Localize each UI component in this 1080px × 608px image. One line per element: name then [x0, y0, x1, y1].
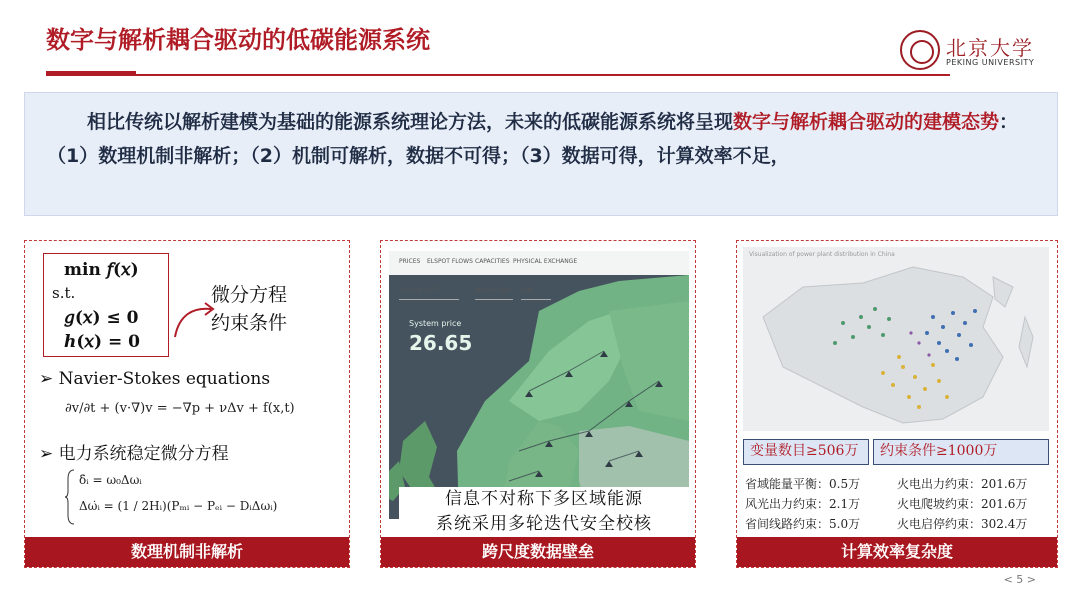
map-description-line-1: 信息不对称下多区域能源	[445, 489, 643, 509]
title-divider-accent	[46, 71, 136, 76]
tab-prices[interactable]: PRICES	[399, 258, 421, 265]
constraint-right-1: 火电出力约束：201.6万	[897, 477, 1028, 491]
date-select[interactable]: 21 JUNE 2017	[399, 287, 459, 300]
constraint-right-2: 火电爬坡约束：201.6万	[897, 497, 1028, 511]
objective-equation: min 𝑓(𝑥)	[64, 260, 139, 280]
note-line-2: 约束条件	[211, 312, 288, 334]
bullet-power-stability	[39, 439, 229, 464]
title-divider	[46, 74, 950, 76]
page-number: < 5 >	[1003, 573, 1036, 586]
panel-caption: 数理机制非解析	[25, 537, 349, 567]
optimization-model-box	[43, 253, 169, 357]
navier-stokes-formula: ∂v/∂t + (v·∇)v = −∇p + νΔv + f(x,t)	[65, 401, 295, 416]
swing-equation-1: δ̇ᵢ = ω₀Δωᵢ	[79, 473, 142, 487]
panel-computation-complexity	[736, 240, 1058, 568]
summary-highlight: 数字与解析耦合驱动的建模态势	[733, 111, 1000, 133]
bullet-arrow-icon: ➢	[39, 444, 59, 464]
tab-capacities[interactable]: CAPACITIES	[475, 258, 510, 265]
left-brace-icon	[65, 469, 75, 525]
inequality-constraint: 𝑔(𝑥) ≤ 0	[64, 308, 139, 328]
variable-count-badge: 变量数目≥506万	[743, 439, 869, 465]
summary-text	[47, 105, 1043, 173]
subject-to-label: s.t.	[52, 284, 76, 302]
stat-row	[743, 439, 1049, 465]
summary-box	[24, 92, 1058, 216]
summary-part2: ：（1）数理机制非解析；（2）机制可解析，数据不可得；（3）数据可得，计算效率不足，	[47, 111, 1019, 167]
map-toolbar	[389, 251, 689, 275]
equality-constraint: ℎ(𝑥) = 0	[64, 332, 140, 352]
panel-caption: 跨尺度数据壁垒	[381, 537, 695, 567]
system-price-value: 26.65	[409, 331, 473, 355]
university-name: 北京大学	[946, 36, 1034, 60]
page-title: 数字与解析耦合驱动的低碳能源系统	[46, 26, 430, 54]
constraint-left-2: 风光出力约束：2.1万	[745, 497, 861, 511]
university-logo	[900, 30, 1040, 74]
tab-physical-exchange[interactable]: PHYSICAL EXCHANGE	[513, 258, 578, 265]
constraint-left-3: 省间线路约束：5.0万	[745, 517, 861, 531]
period-select[interactable]: WHOLE DAY	[475, 287, 513, 300]
tab-elspot-flows[interactable]: ELSPOT FLOWS	[427, 258, 473, 265]
system-price-label: System price	[409, 319, 462, 328]
constraint-right-3: 火电启停约束：302.4万	[897, 517, 1028, 531]
note-line-1: 微分方程	[211, 284, 288, 306]
bullet-arrow-icon: ➢	[39, 369, 59, 389]
bullet-power-stability-label: 电力系统稳定微分方程	[58, 444, 229, 464]
nordic-power-market-map	[389, 251, 689, 519]
university-seal-icon	[900, 30, 940, 70]
map-heading: Visualization of power plant distribution in China	[749, 251, 895, 258]
swing-equation-2: Δω̇ᵢ = (1 / 2Hᵢ)(Pₘᵢ − Pₑᵢ − DᵢΔωᵢ)	[79, 499, 278, 513]
bullet-navier-stokes-label: Navier-Stokes equations	[58, 369, 271, 389]
china-map-graphic	[743, 247, 1049, 431]
panel-caption: 计算效率复杂度	[737, 537, 1057, 567]
bullet-navier-stokes	[39, 369, 270, 389]
constraint-note	[211, 281, 287, 337]
panel-nonanalytic-mechanism	[24, 240, 350, 568]
university-name-english: PEKING UNIVERSITY	[946, 58, 1035, 67]
summary-part1: 相比传统以解析建模为基础的能源系统理论方法，未来的低碳能源系统将呈现	[87, 111, 734, 133]
panel-cross-scale-data	[380, 240, 696, 568]
map-description	[399, 487, 689, 537]
power-plant-map	[743, 247, 1049, 431]
map-description-line-2: 系统采用多轮迭代安全校核	[436, 514, 652, 534]
constraint-count-badge: 约束条件≥1000万	[873, 439, 1049, 465]
constraint-left-1: 省域能量平衡：0.5万	[745, 477, 861, 491]
currency-select[interactable]: EUR	[521, 287, 551, 300]
